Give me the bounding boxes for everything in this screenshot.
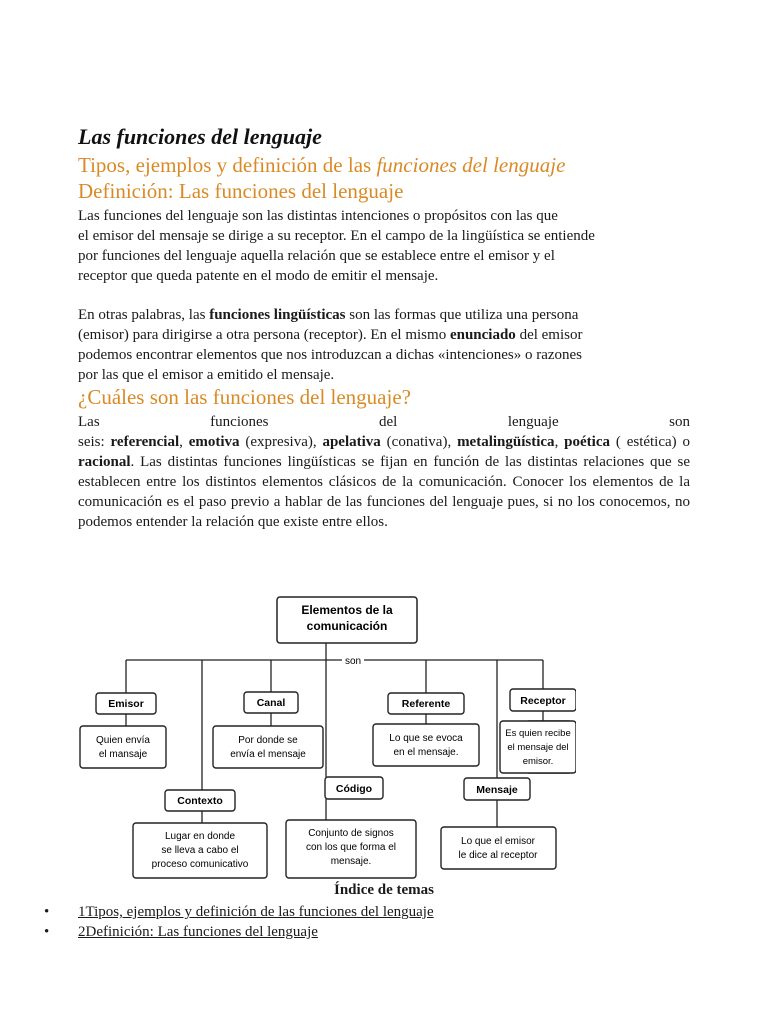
second-line-3: podemos encontrar elementos que nos introduzcan a dichas «intenciones» o razones xyxy=(78,347,583,363)
emisor-desc-2: el mansaje xyxy=(98,749,148,760)
referente-desc-box xyxy=(373,724,479,766)
toc-number: 2 xyxy=(78,924,86,940)
toc-link-2[interactable] xyxy=(78,924,318,940)
toc-item xyxy=(44,922,434,942)
bold-term: referencial xyxy=(110,434,180,450)
toc-number: 1 xyxy=(78,904,86,920)
codigo-desc-3: mensaje. xyxy=(330,856,372,867)
text-run: En otras palabras, las xyxy=(78,307,210,323)
contexto-desc-2: se lleva a cabo el xyxy=(161,845,239,856)
definition-paragraph xyxy=(78,206,690,286)
bold-term: enunciado xyxy=(449,327,516,343)
text-run: (emisor) para dirigirse a otra persona (receptor). En el mismo xyxy=(78,327,450,343)
communication-elements-diagram xyxy=(76,585,576,880)
definition-line: receptor que queda patente en el modo de emitir el mensaje. xyxy=(78,268,439,284)
codigo-label: Código xyxy=(335,783,373,795)
toc-label: Definición: Las funciones del lenguaje xyxy=(85,924,318,940)
page-title: Las funciones del lenguaje xyxy=(78,124,322,149)
referente-desc-1: Lo que se evoca xyxy=(389,733,463,744)
definition-line: por funciones del lenguaje aquella relación que se establece entre el emisor y el xyxy=(78,248,555,264)
bullet: • xyxy=(44,904,50,920)
subtitle-italic: funciones del lenguaje xyxy=(376,153,566,177)
second-paragraph xyxy=(78,305,690,385)
text-run: , xyxy=(554,434,565,450)
mensaje-desc-box xyxy=(441,827,556,869)
toc-link-1[interactable] xyxy=(78,904,434,920)
toc-item xyxy=(44,902,434,922)
canal-label: Canal xyxy=(256,697,286,709)
text-run: (conativa), xyxy=(380,434,458,450)
second-line-2 xyxy=(78,325,690,345)
contexto-desc-1: Lugar en donde xyxy=(164,831,236,842)
text-run: seis: xyxy=(78,434,111,450)
text-run: son las formas que utiliza una persona xyxy=(345,307,579,323)
text-run: (expresiva), xyxy=(239,434,323,450)
receptor-desc-1: Es quien recibe xyxy=(505,728,571,739)
bold-term: emotiva xyxy=(188,434,240,450)
bold-term: apelativa xyxy=(322,434,381,450)
question-heading: ¿Cuáles son las funciones del lenguaje? xyxy=(78,385,411,409)
mensaje-desc-2: le dice al receptor xyxy=(458,850,538,861)
contexto-label: Contexto xyxy=(177,795,223,807)
index-title: Índice de temas xyxy=(334,882,434,898)
text-run: del emisor xyxy=(515,327,583,343)
question-paragraph xyxy=(78,412,690,532)
mensaje-label: Mensaje xyxy=(476,784,518,796)
root-label-1: Elementos de la xyxy=(301,603,393,617)
bullet: • xyxy=(44,924,50,940)
canal-desc-1: Por donde se xyxy=(238,735,298,746)
codigo-desc-2: con los que forma el xyxy=(305,842,397,853)
bold-term: racional xyxy=(78,454,131,470)
receptor-desc-2: el mensaje del xyxy=(507,742,569,753)
emisor-label: Emisor xyxy=(108,698,144,710)
definition-heading: Definición: Las funciones del lenguaje xyxy=(78,179,404,203)
text-run: . Las distintas funciones lingüísticas se fijan en función de las distintas relaciones que se establecen entre los distintos elementos clásicos de la comunicación. Conocer los elementos de la comunicación es el paso previo a hablar de las funciones del lenguaje pues, si no los conocemos, no podemos entender la relación que existe entre ellos. xyxy=(78,454,690,530)
text-run: , xyxy=(179,434,189,450)
canal-desc-box xyxy=(213,726,323,768)
receptor-label: Receptor xyxy=(520,695,566,707)
second-line-1 xyxy=(78,305,690,325)
receptor-desc-3: emisor. xyxy=(522,756,554,767)
toc-label: Tipos, ejemplos y definición de las funciones del lenguaje xyxy=(85,904,434,920)
definition-line: el emisor del mensaje se dirige a su receptor. En el campo de la lingüística se entiende xyxy=(78,228,595,244)
codigo-desc-1: Conjunto de signos xyxy=(308,828,394,839)
referente-label: Referente xyxy=(401,698,451,710)
root-label-2: comunicación xyxy=(306,619,388,633)
table-of-contents xyxy=(44,902,434,942)
subtitle-heading xyxy=(78,153,565,178)
emisor-desc-1: Quien envía xyxy=(96,735,150,746)
mensaje-desc-1: Lo que el emisor xyxy=(461,836,535,847)
subtitle-prefix: Tipos, ejemplos y definición de las xyxy=(78,153,377,177)
second-line-4: por las que el emisor a emitido el mensaje. xyxy=(78,367,335,383)
bold-term: metalingüística xyxy=(457,434,555,450)
question-first-line: Las funciones del lenguaje son xyxy=(78,414,690,430)
connector-son: son xyxy=(344,656,362,667)
text-run: ( estética) o xyxy=(610,434,691,450)
referente-desc-2: en el mensaje. xyxy=(393,747,459,758)
emisor-desc-box xyxy=(80,726,166,768)
canal-desc-2: envía el mensaje xyxy=(230,749,306,760)
contexto-desc-3: proceso comunicativo xyxy=(151,859,249,870)
definition-line: Las funciones del lenguaje son las distintas intenciones o propósitos con las que xyxy=(78,208,558,224)
bold-term: poética xyxy=(564,434,610,450)
bold-term: funciones lingüísticas xyxy=(209,307,346,323)
